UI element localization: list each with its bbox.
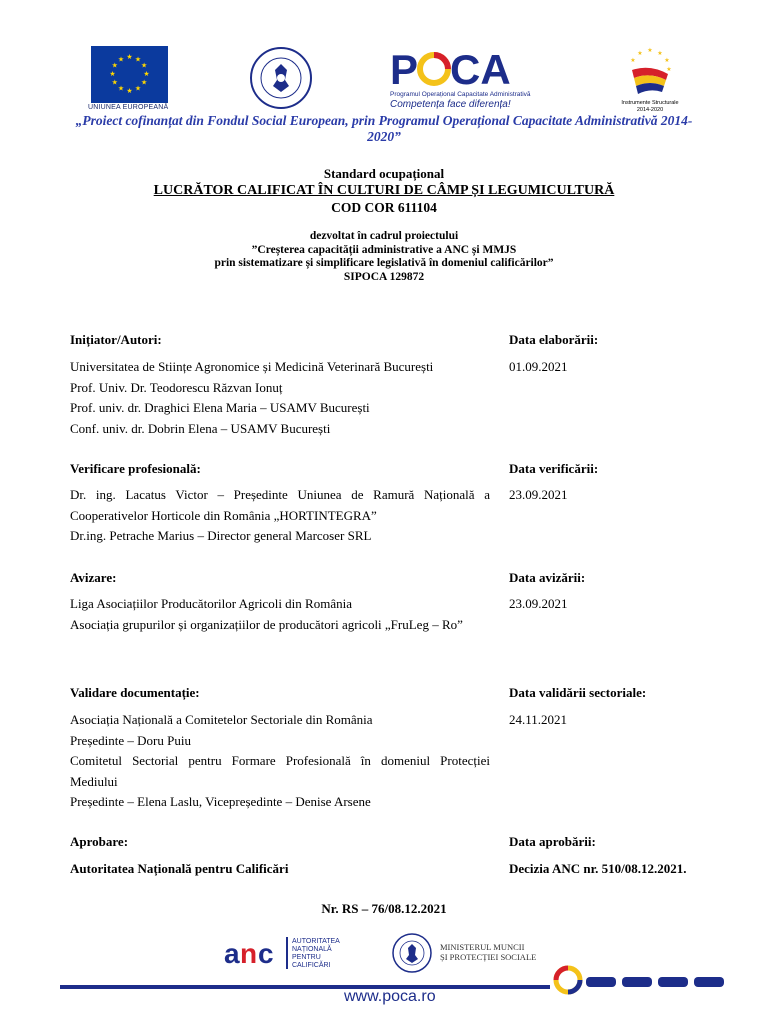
endorsement-heading: Avizare: <box>70 570 117 585</box>
developed-in-label: dezvoltat în cadrul proiectului <box>309 230 459 242</box>
svg-text:ȘI PROTECȚIEI SOCIALE: ȘI PROTECȚIEI SOCIALE <box>440 952 537 962</box>
svg-text:a: a <box>224 938 240 969</box>
validation-date-heading: Data validării sectoriale: <box>509 685 647 700</box>
project-title-line1: ”Creșterea capacității administrative a ANC și MMJS <box>251 243 517 256</box>
svg-text:★: ★ <box>664 57 670 64</box>
validation-list <box>70 710 490 813</box>
svg-text:★: ★ <box>126 53 133 61</box>
initiator-line: Prof. Univ. Dr. Teodorescu Răzvan Ionuț <box>70 379 283 395</box>
validation-date: 24.11.2021 <box>509 712 568 727</box>
cofinanced-notice: „Proiect cofinanțat din Fondul Social European, prin Programul Operațional Capacitate Administrativă 2014-2020” <box>75 113 693 144</box>
svg-text:P: P <box>390 46 419 93</box>
elaboration-date-heading: Data elaborării: <box>509 332 599 347</box>
standard-label: Standard ocupațional <box>323 166 445 181</box>
verification-list <box>70 485 490 547</box>
initiator-heading: Inițiator/Autori: <box>70 332 162 347</box>
endorsement-list <box>70 594 490 635</box>
validation-line: Asociația Națională a Comitetelor Sectoriale din România <box>70 712 373 727</box>
svg-text:★: ★ <box>647 47 653 54</box>
endorsement-date: 23.09.2021 <box>509 596 568 611</box>
approval-authority: Autoritatea Națională pentru Calificări <box>70 861 289 876</box>
svg-text:Competența face diferența!: Competența face diferența! <box>390 99 511 110</box>
svg-text:★: ★ <box>637 50 643 57</box>
sipoca-code: SIPOCA 129872 <box>343 270 425 283</box>
svg-text:★: ★ <box>117 84 125 93</box>
verification-date: 23.09.2021 <box>509 487 568 502</box>
registration-number: Nr. RS – 76/08.12.2021 <box>321 901 447 916</box>
eu-caption: UNIUNEA EUROPEANĂ <box>88 104 169 111</box>
svg-text:★: ★ <box>666 66 672 73</box>
svg-text:★: ★ <box>141 61 148 70</box>
svg-text:★: ★ <box>126 87 133 95</box>
svg-text:★: ★ <box>134 55 142 64</box>
standard-header <box>60 166 708 216</box>
svg-text:CA: CA <box>450 46 511 93</box>
verification-line: Dr.ing. Petrache Marius – Director general Marcoser SRL <box>70 528 372 543</box>
svg-text:MINISTERUL MUNCII: MINISTERUL MUNCII <box>440 942 525 952</box>
validation-line: Președinte – Elena Laslu, Vicepreședinte – Denise Arsene <box>70 794 371 809</box>
validation-heading: Validare documentație: <box>70 685 200 700</box>
poca-website-link[interactable]: www.poca.ro <box>344 988 436 1005</box>
svg-text:★: ★ <box>109 70 116 78</box>
svg-text:c: c <box>258 938 274 969</box>
endorsement-date-heading: Data avizării: <box>509 570 586 585</box>
svg-text:CALIFICĂRI: CALIFICĂRI <box>292 962 331 969</box>
endorsement-line: Liga Asociațiilor Producătorilor Agricoli din România <box>70 596 352 611</box>
government-seal-logo <box>249 46 313 110</box>
svg-text:★: ★ <box>141 78 148 87</box>
svg-text:2014-2020: 2014-2020 <box>636 107 664 113</box>
svg-text:n: n <box>240 938 258 969</box>
svg-text:Programul Operațional Capacita: Programul Operațional Capacitate Administrativă <box>390 91 531 98</box>
svg-text:★: ★ <box>111 78 118 87</box>
validation-line: Comitetul Sectorial pentru Formare Profesională în domeniul Protecției Mediului <box>70 753 490 789</box>
svg-text:★: ★ <box>143 70 150 78</box>
svg-text:★: ★ <box>111 61 118 70</box>
ministry-logo <box>392 932 542 974</box>
elaboration-date: 01.09.2021 <box>509 359 568 374</box>
anc-logo <box>224 933 364 973</box>
verification-date-heading: Data verificării: <box>509 461 599 476</box>
svg-text:★: ★ <box>630 57 636 64</box>
svg-text:Instrumente Structurale: Instrumente Structurale <box>621 100 679 106</box>
anc-text-line: AUTORITATEA <box>292 938 340 945</box>
eu-flag-logo <box>91 46 168 103</box>
approval-date-heading: Data aprobării: <box>509 834 596 849</box>
verification-line: Dr. ing. Lacatus Victor – Președinte Uniunea de Ramură Națională a Cooperativelor Horticole din România „HORTINTEGRA” <box>70 487 490 523</box>
svg-text:★: ★ <box>117 55 125 64</box>
initiator-list <box>70 357 490 439</box>
approval-heading: Aprobare: <box>70 834 129 849</box>
occupation-title: LUCRĂTOR CALIFICAT ÎN CULTURI DE CÂMP ȘI LEGUMICULTURĂ <box>153 183 615 198</box>
poca-corner-graphic <box>548 960 738 1000</box>
footer-rule <box>60 985 550 989</box>
endorsement-line: Asociația grupurilor și organizațiilor de producători agricoli „FruLeg – Ro” <box>70 616 463 632</box>
initiator-line: Prof. univ. dr. Draghici Elena Maria – USAMV București <box>70 400 370 415</box>
svg-text:★: ★ <box>134 84 142 93</box>
validation-line: Președinte – Doru Puiu <box>70 732 191 748</box>
initiator-line: Universitatea de Stiințe Agronomice și Medicină Veterinară București <box>70 359 434 374</box>
project-info <box>60 230 708 284</box>
approval-decision: Decizia ANC nr. 510/08.12.2021. <box>509 861 687 876</box>
poca-logo <box>388 44 538 114</box>
svg-text:★: ★ <box>657 50 663 57</box>
cor-code: COD COR 611104 <box>331 200 437 215</box>
project-title-line2: prin sistematizare și simplificare legislativă în domeniul calificărilor” <box>214 257 554 269</box>
svg-text:NAȚIONALĂ: NAȚIONALĂ <box>292 946 332 953</box>
initiator-line: Conf. univ. dr. Dobrin Elena – USAMV București <box>70 420 331 436</box>
structural-instruments-logo <box>610 44 690 114</box>
verification-heading: Verificare profesională: <box>70 461 201 476</box>
svg-text:PENTRU: PENTRU <box>292 954 321 961</box>
